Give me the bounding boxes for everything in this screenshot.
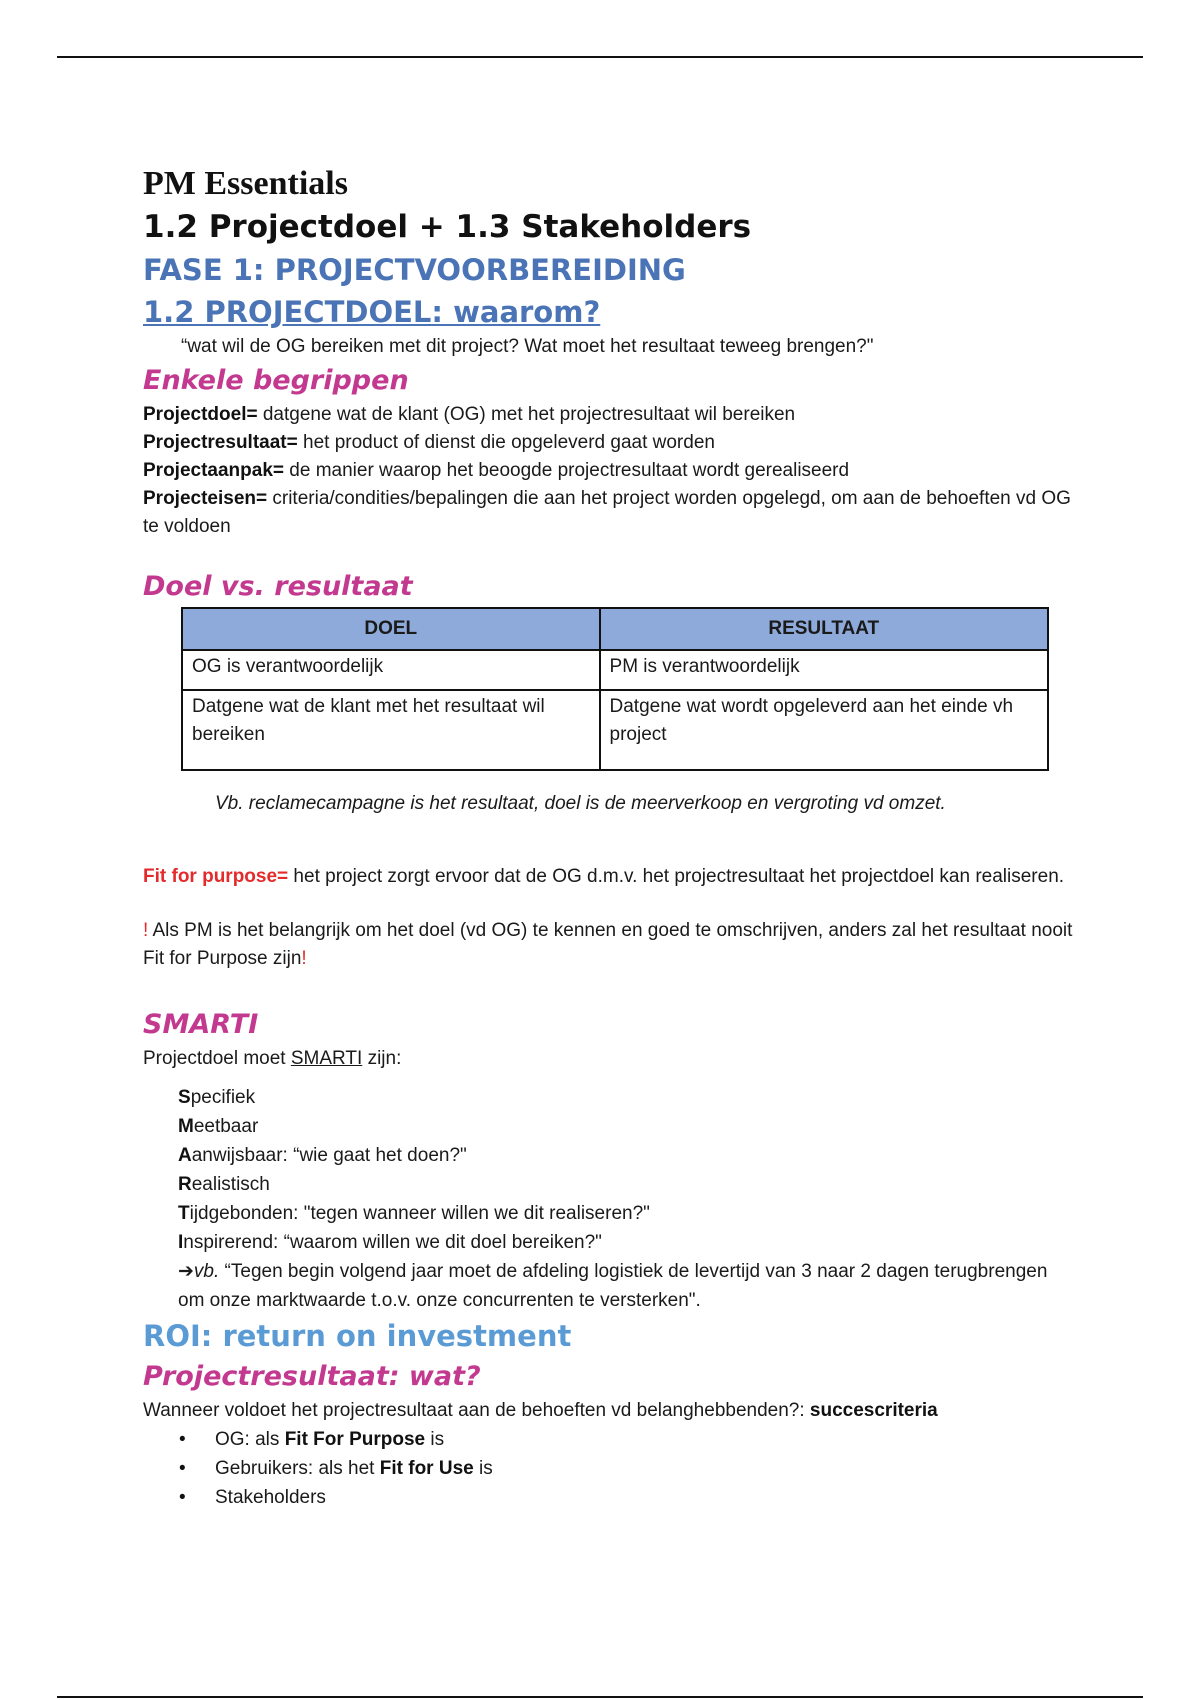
table-cell: OG is verantwoordelijk [182, 650, 600, 690]
smarti-list [143, 1083, 1078, 1315]
arrow-right-icon: ➔ [178, 1261, 194, 1282]
table-header-resultaat: RESULTAAT [600, 608, 1048, 650]
projectresultaat-heading: Projectresultaat: wat? [143, 1361, 481, 1392]
doel-vs-heading: Doel vs. resultaat [143, 571, 413, 602]
pm-warning: ! Als PM is het belangrijk om het doel (vd OG) te kennen en goed te omschrijven, anders zal het resultaat nooit Fit for Purpose zijn! [143, 920, 1073, 969]
list-item: Specifiek [178, 1087, 256, 1108]
table-header-doel: DOEL [182, 608, 600, 650]
table-row [182, 690, 1048, 770]
list-item: Meetbaar [178, 1116, 259, 1137]
list-item: Realistisch [178, 1174, 270, 1195]
succescriteria-list [143, 1425, 1078, 1512]
term-projecteisen: Projecteisen= criteria/condities/bepalingen die aan het project worden opgelegd, om aan de behoeften vd OG te voldoen [143, 488, 1071, 537]
term-projectdoel: Projectdoel= datgene wat de klant (OG) met het projectresultaat wil bereiken [143, 404, 796, 425]
roi-heading: ROI: return on investment [143, 1319, 572, 1353]
doel-vs-example: Vb. reclamecampagne is het resultaat, doel is de meerverkoop en vergroting vd omzet. [215, 793, 946, 814]
header-rule [57, 56, 1143, 58]
footer-rule [57, 1696, 1143, 1698]
intro-quote: “wat wil de OG bereiken met dit project? Wat moet het resultaat teweeg brengen?" [181, 336, 874, 357]
table-row [182, 650, 1048, 690]
list-item: • Gebruikers: als het Fit for Use is [215, 1454, 1078, 1483]
succescriteria-intro: Wanneer voldoet het projectresultaat aan de behoeften vd belanghebbenden?: succescriteria [143, 1400, 938, 1421]
list-item: • Stakeholders [215, 1483, 1078, 1512]
begrippen-heading: Enkele begrippen [143, 365, 409, 396]
list-item: • OG: als Fit For Purpose is [215, 1425, 1078, 1454]
table-cell: Datgene wat de klant met het resultaat wil bereiken [182, 690, 600, 770]
document-page [143, 163, 1078, 1512]
term-projectresultaat: Projectresultaat= het product of dienst die opgeleverd gaat worden [143, 432, 715, 453]
fit-for-purpose: Fit for purpose= het project zorgt ervoor dat de OG d.m.v. het projectresultaat het projectdoel kan realiseren. [143, 866, 1065, 887]
term-projectaanpak: Projectaanpak= de manier waarop het beoogde projectresultaat wordt gerealiseerd [143, 460, 850, 481]
smarti-heading: SMARTI [143, 1009, 259, 1040]
smarti-example: ➔vb. “Tegen begin volgend jaar moet de afdeling logistiek de levertijd van 3 naar 2 dagen terugbrengen om onze marktwaarde t.o.v. onze concurrenten te versterken". [178, 1261, 1048, 1311]
list-item: Inspirerend: “waarom willen we dit doel bereiken?" [178, 1232, 602, 1253]
document-title: PM Essentials [143, 165, 348, 202]
table-cell: Datgene wat wordt opgeleverd aan het einde vh project [600, 690, 1048, 770]
doel-vs-table [181, 607, 1049, 771]
smarti-intro: Projectdoel moet SMARTI zijn: [143, 1048, 402, 1069]
phase-heading: FASE 1: PROJECTVOORBEREIDING [143, 253, 686, 287]
table-cell: PM is verantwoordelijk [600, 650, 1048, 690]
list-item: Tijdgebonden: "tegen wanneer willen we dit realiseren?" [178, 1203, 650, 1224]
section-link-heading[interactable]: 1.2 PROJECTDOEL: waarom? [143, 295, 601, 329]
list-item: Aanwijsbaar: “wie gaat het doen?" [178, 1145, 467, 1166]
document-subtitle: 1.2 Projectdoel + 1.3 Stakeholders [143, 209, 752, 245]
